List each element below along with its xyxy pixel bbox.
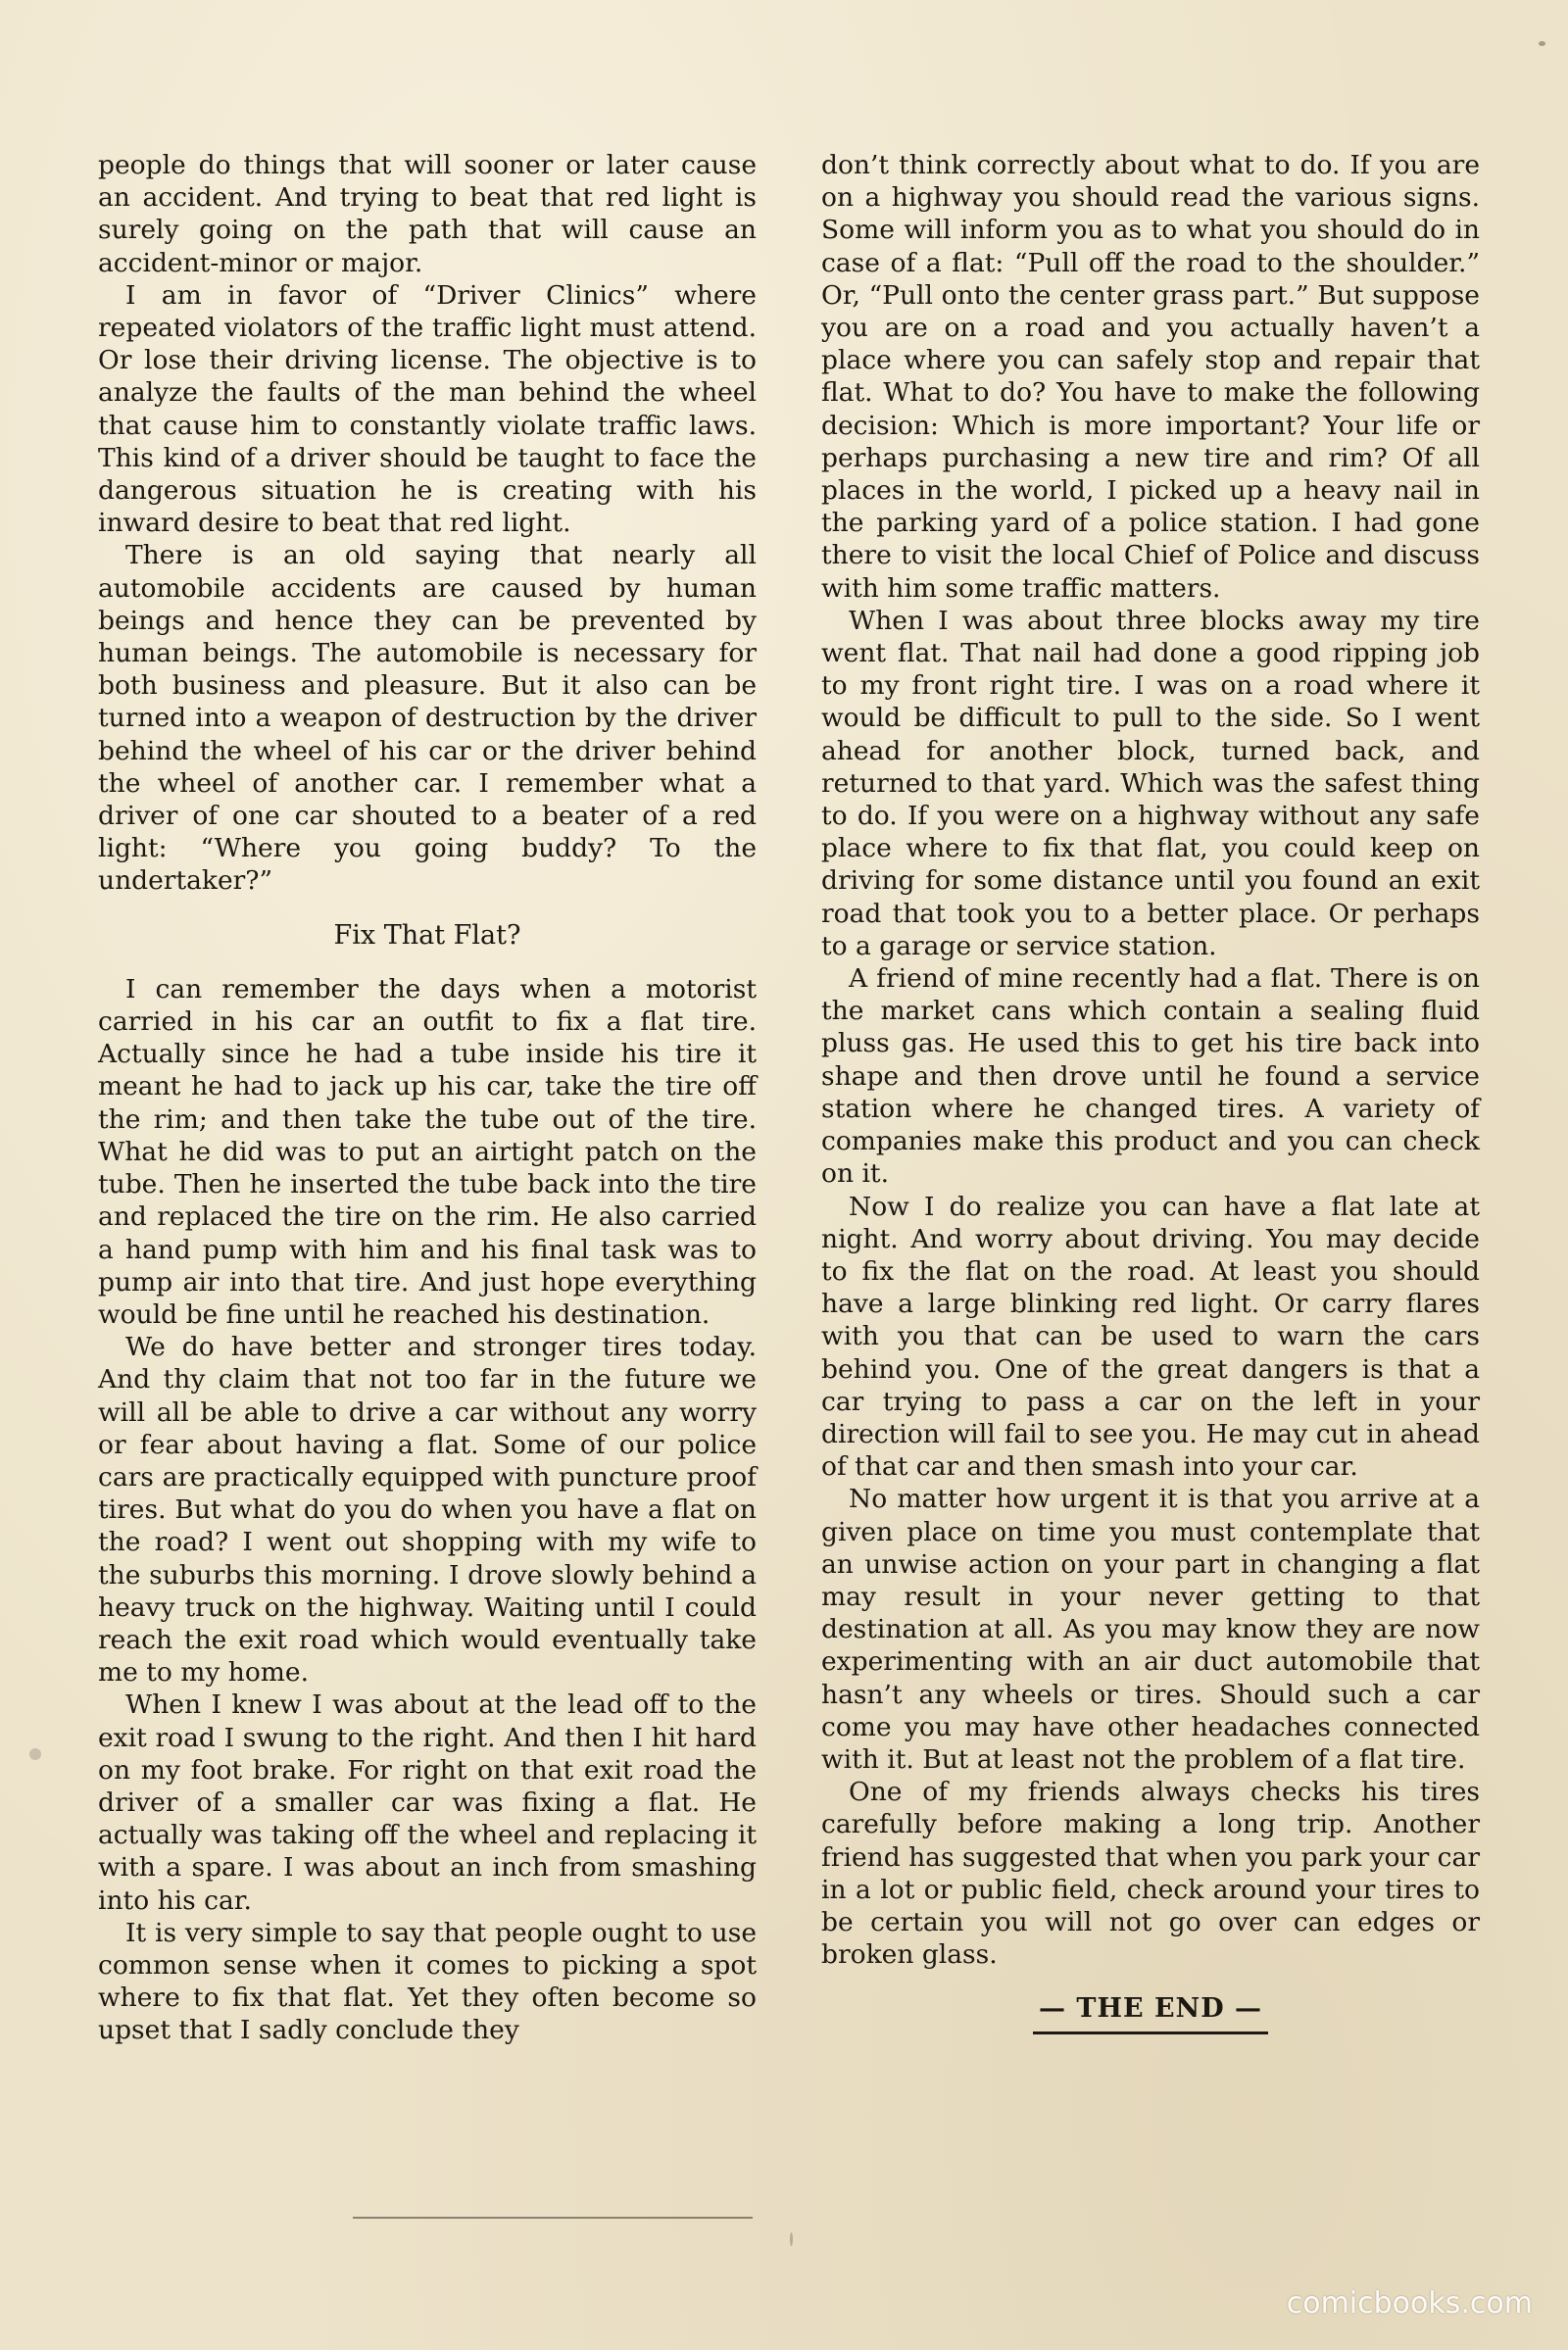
paragraph: Now I do realize you can have a flat late at night. And worry about driving. You may decide to fix the flat on the road. At least you should have a large blinking red light. Or carry flares with you that can be used to warn the cars behind you. One of the great dangers is that a car trying to pass a car on the left in your direction will fail to see you. He may cut in ahead of that car and then smash into your car.	[821, 1191, 1480, 1483]
paragraph: When I was about three blocks away my tire went flat. That nail had done a good ripping job to my front right tire. I was on a road where it would be difficult to pull to the side. So I went ahead for another block, turned back, and returned to that yard. Which was the safest thing to do. If you were on a highway without any safe place where to fix that flat, you could keep on driving for some distance until you found an exit road that took you to a better place. Or perhaps to a garage or service station.	[821, 605, 1480, 961]
article-column-left	[98, 149, 757, 2047]
the-end-label: — THE END —	[1033, 1992, 1268, 2033]
paragraph: A friend of mine recently had a flat. There is on the market cans which contain a sealing fluid pluss gas. He used this to get his tire back into shape and then drove until he found a service station where he changed tires. A variety of companies make this product and you can check on it.	[821, 963, 1480, 1190]
paragraph: I can remember the days when a motorist carried in his car an outfit to fix a flat tire. Actually since he had a tube inside his tire it meant he had to jack up his car, take the tire off the rim; and then take the tube out of the tire. What he did was to put an airtight patch on the tube. Then he inserted the tube back into the tire and replaced the tire on the rim. He also carried a hand pump with him and his final task was to pump air into that tire. And just hope everything would be fine until he reached his destination.	[98, 973, 757, 1330]
paragraph: It is very simple to say that people ought to use common sense when it comes to picking a spot where to fix that flat. Yet they often become so upset that I sadly conclude they	[98, 1917, 757, 2046]
watermark: comicbooks.com	[1286, 2286, 1533, 2321]
paragraph: We do have better and stronger tires today. And thy claim that not too far in the future we will all be able to drive a car without any worry or fear about having a flat. Some of our police cars are practically equipped with puncture proof tires. But what do you do when you have a flat on the road? I went out shopping with my wife to the suburbs this morning. I drove slowly behind a heavy truck on the highway. Waiting until I could reach the exit road which would eventually take me to my home.	[98, 1332, 757, 1689]
paper-speck	[790, 2232, 793, 2246]
paper-speck	[29, 1748, 41, 1760]
the-end-block	[821, 1992, 1480, 2033]
paragraph: There is an old saying that nearly all automobile accidents are caused by human beings and hence they can be prevented by human beings. The automobile is necessary for both business and pleasure. But it also can be turned into a weapon of destruction by the driver behind the wheel of his car or the driver behind the wheel of another car. I remember what a driver of one car shouted to a beater of a red light: “Where you going buddy? To the undertaker?”	[98, 540, 757, 897]
paragraph: don’t think correctly about what to do. If you are on a highway you should read the various signs. Some will inform you as to what you should do in case of a flat: “Pull off the road to the shoulder.” Or, “Pull onto the center grass part.” But suppose you are on a road and you actually haven’t a place where you can safely stop and repair that flat. What to do? You have to make the following decision: Which is more important? Your life or perhaps purchasing a new tire and rim? Of all places in the world, I picked up a heavy nail in the parking yard of a police station. I had gone there to visit the local Chief of Police and discuss with him some traffic matters.	[821, 150, 1480, 604]
paragraph: When I knew I was about at the lead off to the exit road I swung to the right. And then I hit hard on my foot brake. For right on that exit road the driver of a smaller car was fixing a flat. He actually was taking off the wheel and replacing it with a spare. I was about an inch from smashing into his car.	[98, 1689, 757, 1916]
article-column-right	[821, 149, 1480, 2034]
paragraph: No matter how urgent it is that you arrive at a given place on time you must contemplate that an unwise action on your part in changing a flat may result in your never getting to that destination at all. As you may know they are now experimenting with an air duct automobile that hasn’t any wheels or tires. Should such a car come you may have other headaches connected with it. But at least not the problem of a flat tire.	[821, 1484, 1480, 1775]
section-heading: Fix That Flat?	[333, 919, 521, 951]
column-bottom-rule	[353, 2217, 753, 2219]
paper-speck	[1539, 41, 1545, 46]
paragraph: One of my friends always checks his tires carefully before making a long trip. Another friend has suggested that when you park your car in a lot or public field, check around your tires to be certain you will not go over can edges or broken glass.	[821, 1777, 1480, 1971]
paragraph: people do things that will sooner or later cause an accident. And trying to beat that red light is surely going on the path that will cause an accident-minor or major.	[98, 150, 757, 278]
paragraph: I am in favor of “Driver Clinics” where repeated violators of the traffic light must attend. Or lose their driving license. The objective is to analyze the faults of the man behind the wheel that cause him to constantly violate traffic laws. This kind of a driver should be taught to face the dangerous situation he is creating with his inward desire to beat that red light.	[98, 279, 757, 539]
